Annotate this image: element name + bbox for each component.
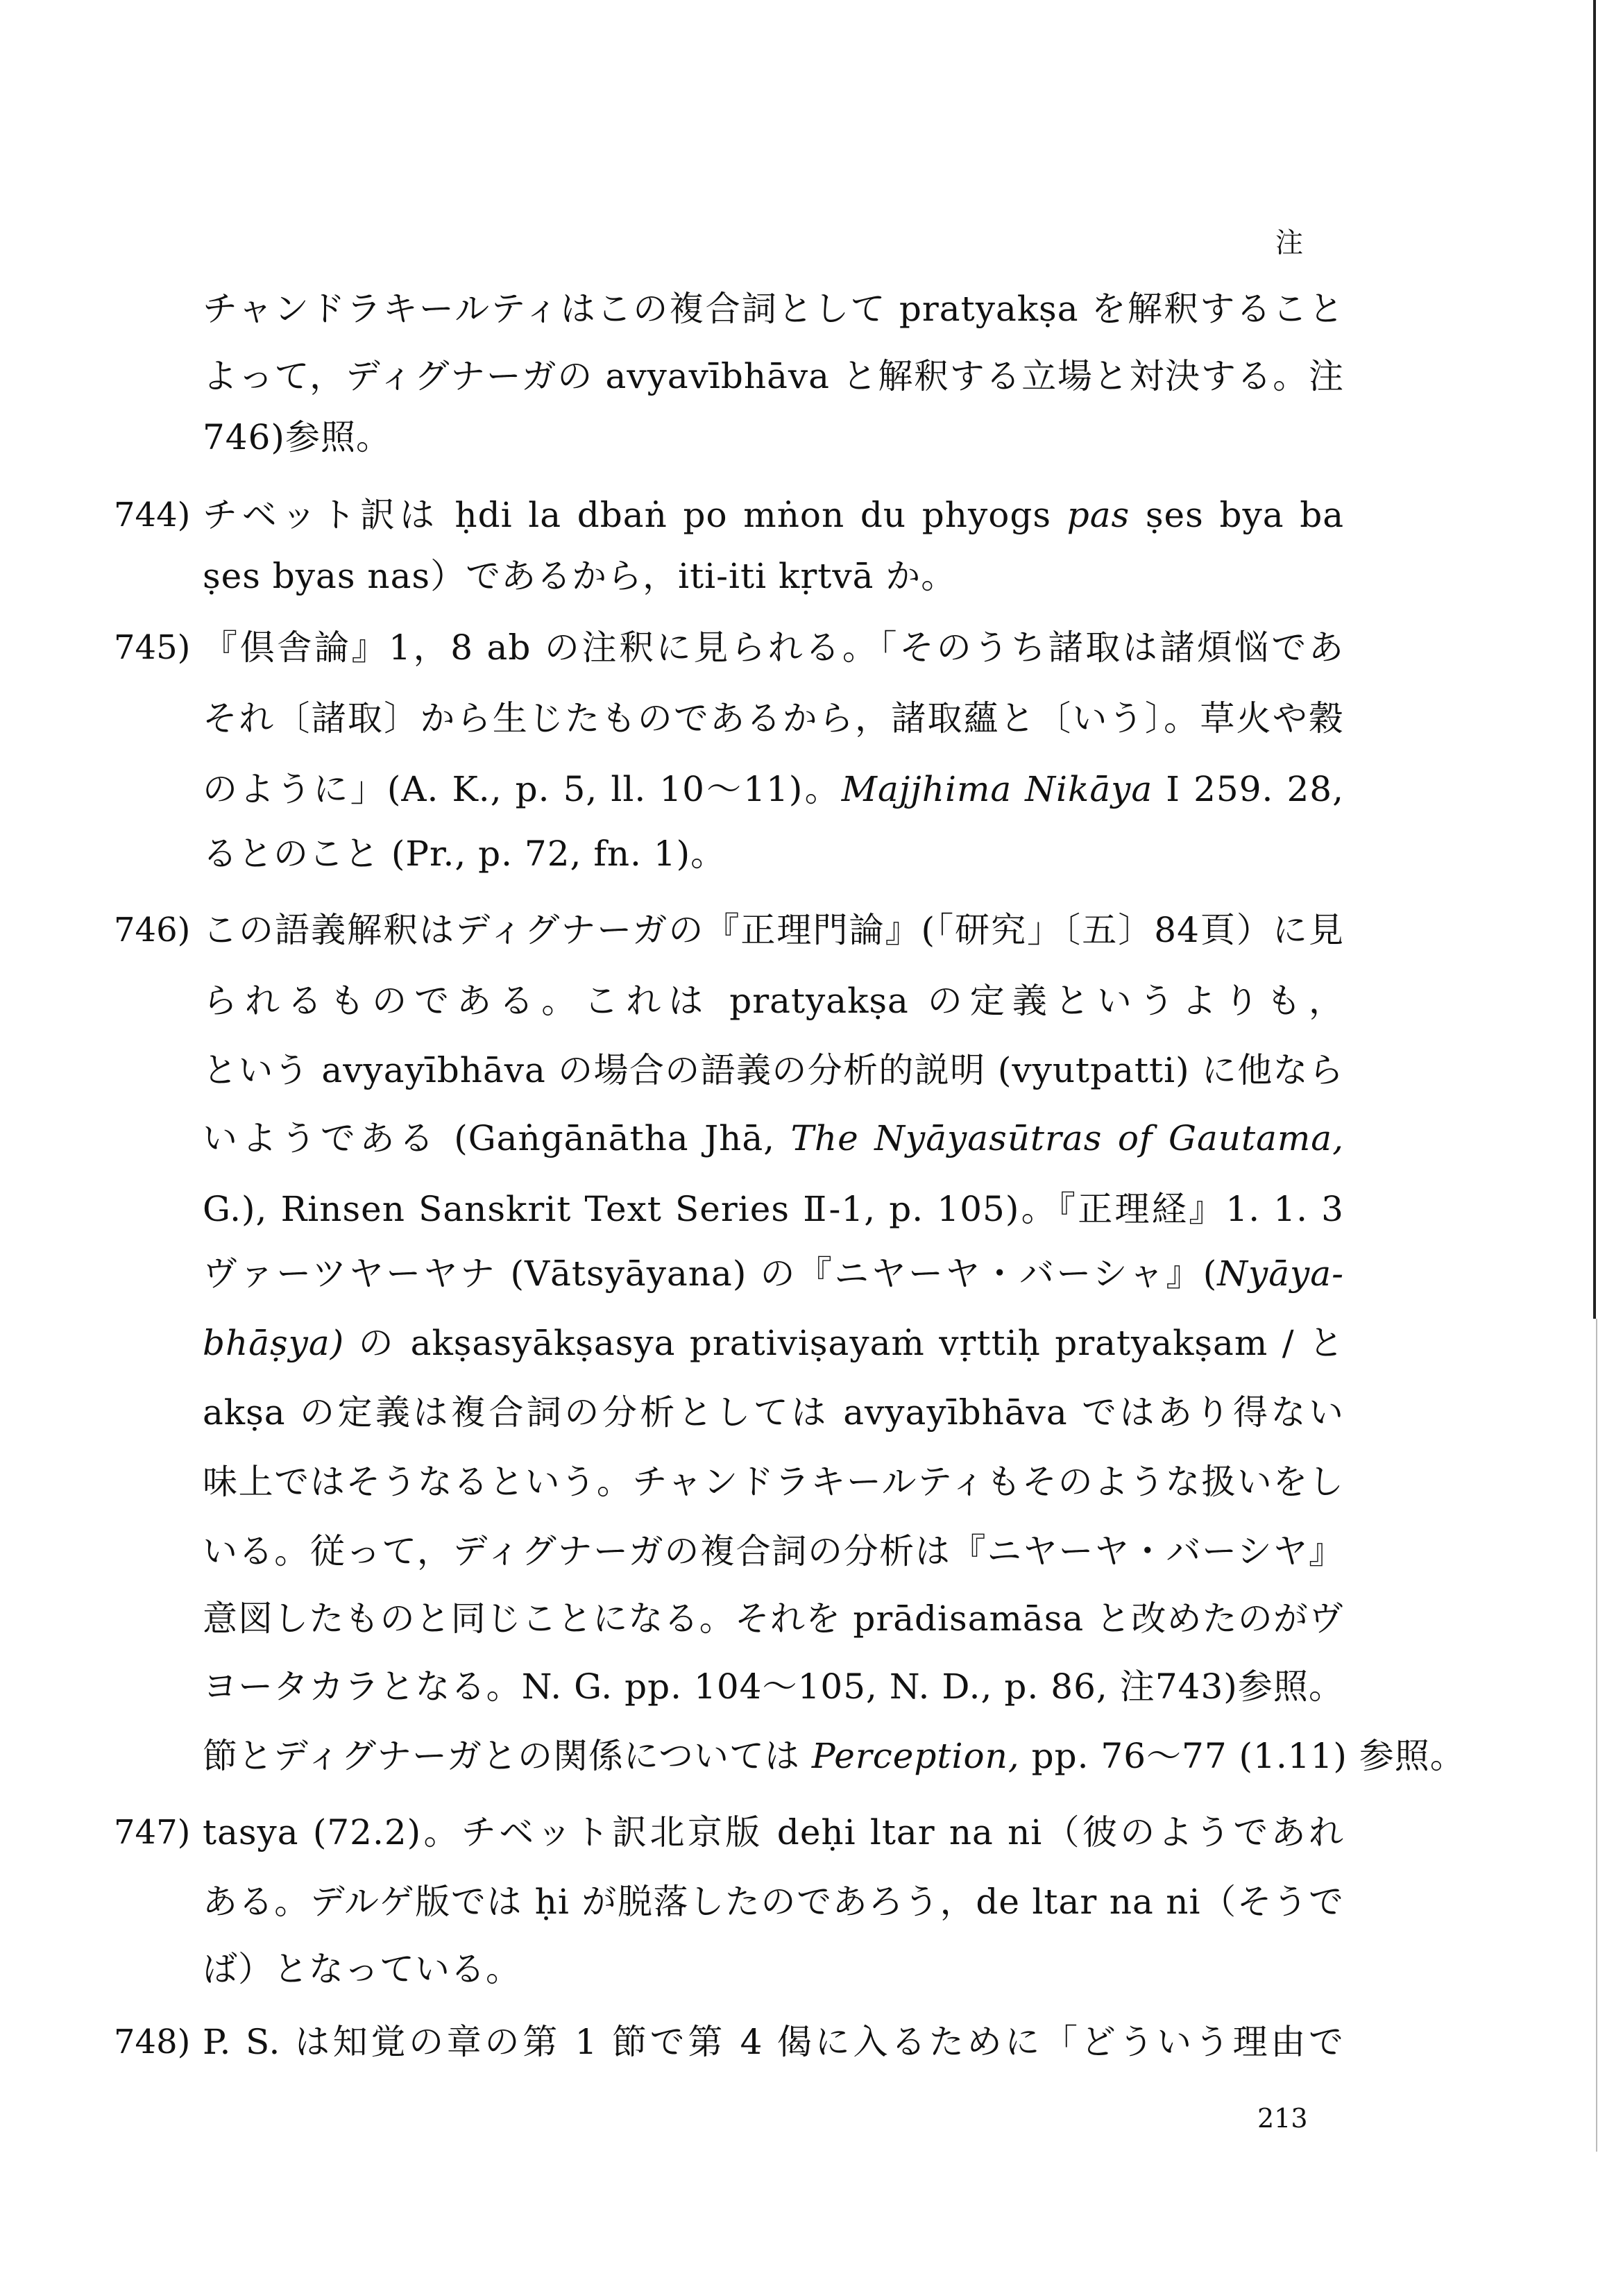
text-line <box>203 1881 1344 1923</box>
text-segment: チャンドラキールティはこの複合詞として pratyakṣa を解釈すること <box>203 289 1344 329</box>
text-segment: akṣa の定義は複合詞の分析としては avyayībhāva ではあり得ない <box>203 1392 1344 1433</box>
text-segment: 『倶舎論』1，8 ab の注釈に見られる。「そのうち諸取は諸煩悩であ <box>203 627 1344 668</box>
text-line <box>203 1049 1344 1091</box>
italic-text: pas <box>1067 495 1130 535</box>
note-number: 747) <box>114 1813 191 1852</box>
text-line <box>203 494 1344 536</box>
text-segment: チベット訳は ḥdi la dbaṅ po mṅon du phyogs <box>203 495 1067 535</box>
text-segment: ṣes byas nas）であるから，iti-iti kṛtvā か。 <box>203 556 957 596</box>
text-line <box>203 1392 1344 1433</box>
text-segment: 節とディグナーガとの関係については <box>203 1736 812 1776</box>
text-line <box>203 1188 1344 1230</box>
text-line <box>203 1812 1344 1853</box>
text-line <box>203 1461 1344 1503</box>
text-segment: るとのこと (Pr., p. 72, fn. 1)。 <box>203 834 726 874</box>
text-segment: という avyayībhāva の場合の語義の分析的説明 (vyutpatti) に他なら <box>203 1050 1344 1090</box>
text-segment: ば）となっている。 <box>203 1949 521 1989</box>
text-line <box>203 1666 1344 1707</box>
text-segment: この語義解釈はディグナーガの『正理門論』(「研究」〔五〕84頁）に見 <box>203 910 1344 950</box>
text-line <box>203 1253 1344 1294</box>
text-line <box>203 909 1344 951</box>
text-line <box>203 833 1344 875</box>
text-segment: P. S. は知覚の章の第 1 節で第 4 偈に入るために「どういう理由で <box>203 2022 1344 2062</box>
text-line <box>203 1117 1344 1159</box>
text-segment: tasya (72.2)。チベット訳北京版 deḥi ltar na ni（彼のようであれ <box>203 1812 1344 1852</box>
text-line <box>203 1948 1344 1990</box>
text-line <box>203 2021 1344 2063</box>
note-number: 746) <box>114 911 191 949</box>
text-segment: よって，ディグナーガの avyavībhāva と解釈する立場と対決する。注 <box>203 356 1344 396</box>
text-segment: られるものである。これは pratyakṣa の定義というよりも， <box>203 981 1344 1021</box>
text-segment: 746)参照。 <box>203 417 391 457</box>
text-line <box>203 555 1344 597</box>
text-segment: 味上ではそうなるという。チャンドラキールティもそのような扱いをし <box>203 1462 1344 1502</box>
text-line <box>203 980 1344 1022</box>
page-number: 213 <box>1257 2103 1308 2134</box>
text-segment: いようである (Gaṅgānātha Jhā, <box>203 1118 791 1158</box>
text-segment: G.), Rinsen Sanskrit Text Series Ⅱ-1, p. 105)。『正理経』1. 1. 3 <box>203 1189 1344 1229</box>
text-line <box>203 1735 1465 1777</box>
text-segment: 意図したものと同じことになる。それを prādisamāsa と改めたのがヴ <box>203 1598 1344 1639</box>
text-line <box>203 1530 1344 1572</box>
running-header: 注 <box>1275 227 1303 259</box>
text-line <box>203 416 1344 458</box>
text-line <box>203 355 1344 397</box>
text-line <box>203 698 1344 739</box>
text-segment: ヴァーツヤーヤナ (Vātsyāyana) の『ニヤーヤ・バーシャ』( <box>203 1253 1218 1294</box>
text-line <box>203 1598 1344 1639</box>
text-segment: ある。デルゲ版では ḥi が脱落したのであろう，de ltar na ni（そうで <box>203 1882 1344 1922</box>
text-segment: それ〔諸取〕から生じたものであるから，諸取蘊と〔いう〕。草火や穀 <box>203 698 1344 738</box>
text-segment: ヨータカラとなる。N. G. pp. 104〜105, N. D., p. 86, 注743)参照。 <box>203 1666 1344 1707</box>
italic-text: Perception, <box>811 1736 1020 1776</box>
note-number: 744) <box>114 496 191 534</box>
italic-text: Majjhima Nikāya <box>841 769 1153 809</box>
note-number: 745) <box>114 628 191 667</box>
text-segment: ṣes bya ba <box>1145 495 1344 535</box>
text-line <box>203 768 1344 810</box>
text-line <box>203 288 1344 330</box>
text-line <box>203 627 1344 668</box>
text-segment: pp. 76〜77 (1.11) 参照。 <box>1019 1736 1465 1776</box>
italic-text: bhāṣya) <box>203 1323 345 1363</box>
text-segment: いる。従って，ディグナーガの複合詞の分析は『ニヤーヤ・バーシヤ』 <box>203 1531 1344 1571</box>
text-segment: I 259. 28, <box>1166 769 1344 809</box>
scan-border-faint <box>1596 1319 1597 2152</box>
italic-text: The Nyāyasūtras of Gautama, <box>790 1118 1344 1158</box>
note-number: 748) <box>114 2023 191 2061</box>
text-segment: の akṣasyākṣasya prativiṣayaṁ vṛttiḥ pratyakṣam / と <box>358 1323 1344 1363</box>
text-line <box>203 1322 1344 1364</box>
scan-border <box>1593 0 1596 1319</box>
text-segment: のように」(A. K., p. 5, ll. 10〜11)。 <box>203 769 842 809</box>
italic-text: Nyāya- <box>1217 1253 1344 1294</box>
